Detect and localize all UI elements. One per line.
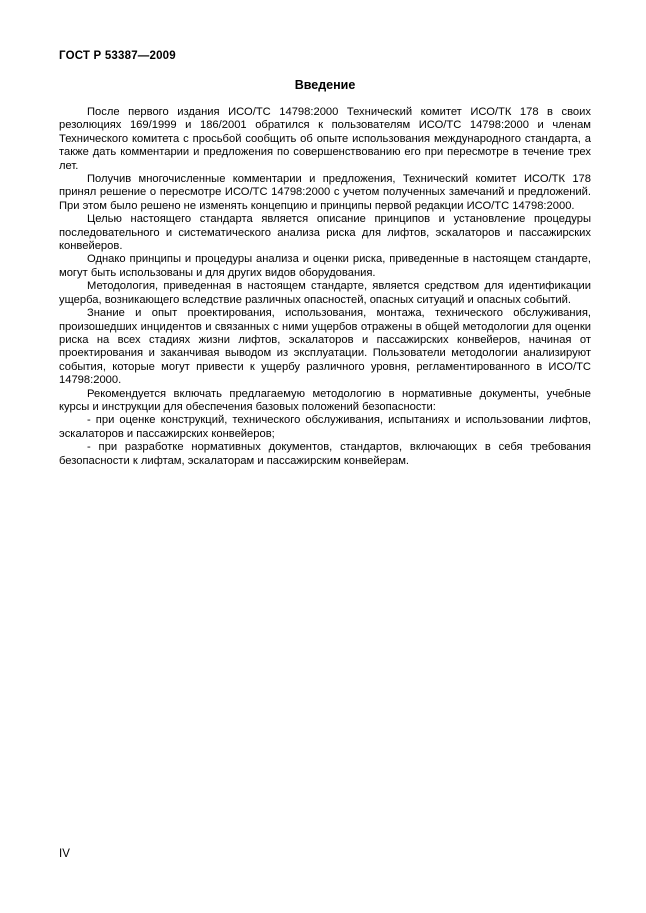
paragraph-list-item: - при оценке конструкций, технического обслуживания, испытаниях и использовании лифтов, эскалаторов и пассажирских конвейеров; [59, 414, 591, 440]
page-number: IV [59, 848, 70, 860]
paragraph: Целью настоящего стандарта является описание принципов и установление процедуры последовательного и систематического анализа риска для лифтов, эскалаторов и пассажирских конвейеров. [59, 213, 591, 253]
paragraph: Рекомендуется включать предлагаемую методологию в нормативные документы, учебные курсы и инструкции для обеспечения базовых положений безопасности: [59, 387, 591, 413]
paragraph: Методология, приведенная в настоящем стандарте, является средством для идентификации ущерба, возникающего вследствие различных опасностей, опасных ситуаций и опасных событий. [59, 280, 591, 306]
paragraph: Получив многочисленные комментарии и предложения, Технический комитет ИСО/ТК 178 принял решение о пересмотре ИСО/ТС 14798:2000 с учетом полученных замечаний и предложений. При этом было решено не изменять концепцию и принципы первой редакции ИСО/ТС 14798:2000. [59, 173, 591, 212]
section-title: Введение [294, 78, 356, 92]
document-standard-number: ГОСТ Р 53387—2009 [59, 50, 176, 62]
paragraph-list-item: - при разработке нормативных документов, стандартов, включающих в себя требования безопасности к лифтам, эскалаторам и пассажирским конвейерам. [59, 441, 591, 467]
paragraph: Знание и опыт проектирования, использования, монтажа, технического обслуживания, произошедших инцидентов и связанных с ними ущербов отражены в общей методологии для оценки риска на всех стадиях жизни лифтов, эскалаторов и пассажирских конвейеров, начиная от проектирования и заканчивая выводом из эксплуатации. Пользователи методологии анализируют события, которые могут привести к ущербу различного уровня, регламентированного в ИСО/ТС 14798:2000. [59, 307, 591, 387]
paragraph: После первого издания ИСО/ТС 14798:2000 Технический комитет ИСО/ТК 178 в своих резолюциях 169/1999 и 186/2001 обратился к пользователям ИСО/ТС 14798:2000 и членам Технического комитета с просьбой сообщить об опыте использования международного стандарта, а также дать комментарии и предложения по совершенствованию его при пересмотре в течение трех лет. [59, 106, 591, 172]
paragraph: Однако принципы и процедуры анализа и оценки риска, приведенные в настоящем стандарте, могут быть использованы и для других видов оборудования. [59, 253, 591, 279]
document-body [59, 106, 591, 468]
